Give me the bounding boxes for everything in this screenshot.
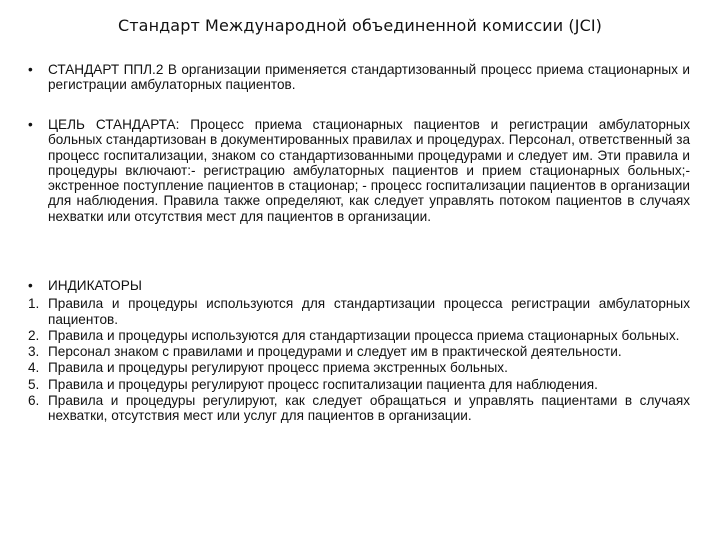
slide-title: Стандарт Международной объединенной комиссии (JCI) [117, 16, 603, 35]
indicator-item [28, 393, 690, 424]
indicator-item [28, 344, 690, 359]
indicator-text: Правила и процедуры регулируют процесс госпитализации пациента для наблюдения. [48, 376, 598, 392]
bullet-marker: • [28, 117, 33, 132]
indicator-number: 2. [28, 327, 40, 343]
indicators-label: ИНДИКАТОРЫ [48, 278, 142, 293]
indicator-number: 1. [28, 296, 40, 312]
standard-label: СТАНДАРТ ППЛ.2 [48, 62, 164, 77]
indicators-block [28, 278, 690, 425]
indicators-heading [28, 278, 690, 293]
indicator-number: 5. [28, 376, 40, 392]
indicator-text: Персонал знаком с правилами и процедурами и следует им в практической деятельности. [48, 344, 622, 360]
indicator-text: Правила и процедуры регулируют процесс приема экстренных больных. [48, 360, 508, 376]
goal-item [28, 117, 690, 224]
goal-paragraph [48, 117, 690, 224]
indicator-item [28, 296, 690, 327]
indicator-item [28, 377, 690, 392]
indicator-item [28, 360, 690, 375]
indicator-text: Правила и процедуры используются для стандартизации процесса приема стационарных больных. [48, 327, 680, 343]
goal-label: ЦЕЛЬ СТАНДАРТА: [48, 117, 180, 132]
indicator-text: Правила и процедуры используются для стандартизации процесса регистрации амбулаторных пациентов. [48, 296, 690, 327]
standard-item [28, 62, 690, 93]
indicator-number: 4. [28, 360, 40, 376]
goal-block [28, 117, 690, 224]
indicator-number: 3. [28, 344, 40, 360]
standard-paragraph [48, 62, 690, 93]
indicator-item [28, 328, 690, 343]
standard-text: В организации применяется стандартизованный процесс приема стационарных и регистрации амбулаторных пациентов. [48, 62, 690, 93]
bullet-marker: • [28, 62, 33, 77]
standard-block [28, 62, 690, 93]
bullet-marker: • [28, 278, 33, 293]
indicators-list [28, 278, 690, 424]
goal-text: Процесс приема стационарных пациентов и регистрации амбулаторных больных стандартизован в документированных правилах и процедурах. Персонал, ответственный за процесс госпитализации, знаком со стандартизованными процедурами и следует им. Эти правила и процедуры включают:- регистрацию амбулаторных пациентов и прием стационарных больных;- экстренное поступление пациентов в стационар; - процесс госпитализации пациентов в организации для наблюдения. Правила также определяют, как следует управлять потоком пациентов в случаях нехватки или отсутствия мест для пациентов в организации. [48, 117, 690, 224]
indicator-text: Правила и процедуры регулируют, как следует обращаться и управлять пациентами в случаях нехватки, отсутствия мест или услуг для пациентов в организации. [48, 393, 690, 424]
indicator-number: 6. [28, 393, 40, 409]
